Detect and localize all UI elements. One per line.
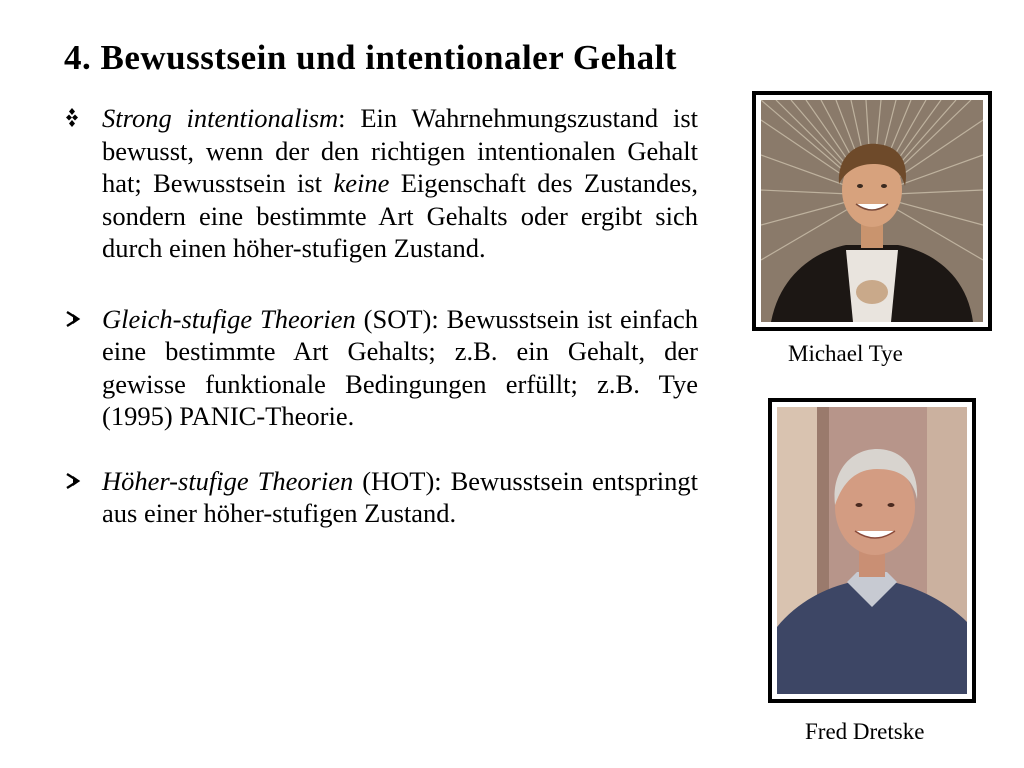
- photo-caption: Michael Tye: [788, 341, 903, 366]
- bullet-text: [102, 304, 698, 432]
- photo-caption: Fred Dretske: [805, 719, 925, 744]
- bullet-term: Höher-stufige Theorien: [102, 465, 354, 496]
- bullet-gleich-stufige-theorien: [64, 303, 698, 433]
- bullet-emphasis: keine: [333, 168, 390, 198]
- portrait-image: [761, 100, 983, 322]
- arrow-bullet-icon: [64, 303, 94, 335]
- bullet-list: [64, 102, 698, 530]
- diamond-bullet-icon: [64, 102, 94, 134]
- photo-michael-tye: [752, 91, 992, 331]
- portrait-image: [777, 407, 967, 694]
- bullet-text-part: (SOT): Bewusstsein ist einfach eine bestimmte Art Gehalts; z.B. ein Gehalt, der gewisse funktionale Bedingungen erfüllt; z.B. Tye (1995) PANIC-Theorie.: [102, 303, 698, 431]
- arrow-bullet-icon: [64, 465, 94, 497]
- bullet-text-part: Eigenschaft des Zustandes, sondern eine bestimmte Art Gehalts oder ergibt sich durch einen höher-stufigen Zustand.: [102, 168, 698, 263]
- slide-title: 4. Bewusstsein und intentionaler Gehalt: [64, 38, 677, 77]
- bullet-text-part: : Ein Wahrnehmungszustand ist bewusst, wenn der den richtigen intentionalen Gehalt hat; Bewusstsein ist: [102, 103, 698, 198]
- bullet-term: Gleich-stufige Theorien: [102, 303, 356, 334]
- bullet-text: [102, 466, 698, 529]
- bullet-term: Strong intentionalism: [102, 103, 339, 133]
- bullet-text-part: (HOT): Bewusstsein entspringt aus einer höher-stufigen Zustand.: [102, 465, 698, 528]
- bullet-strong-intentionalism: [64, 102, 698, 265]
- photo-fred-dretske: [768, 398, 976, 703]
- bullet-hoeher-stufige-theorien: [64, 465, 698, 530]
- bullet-text: [102, 103, 698, 263]
